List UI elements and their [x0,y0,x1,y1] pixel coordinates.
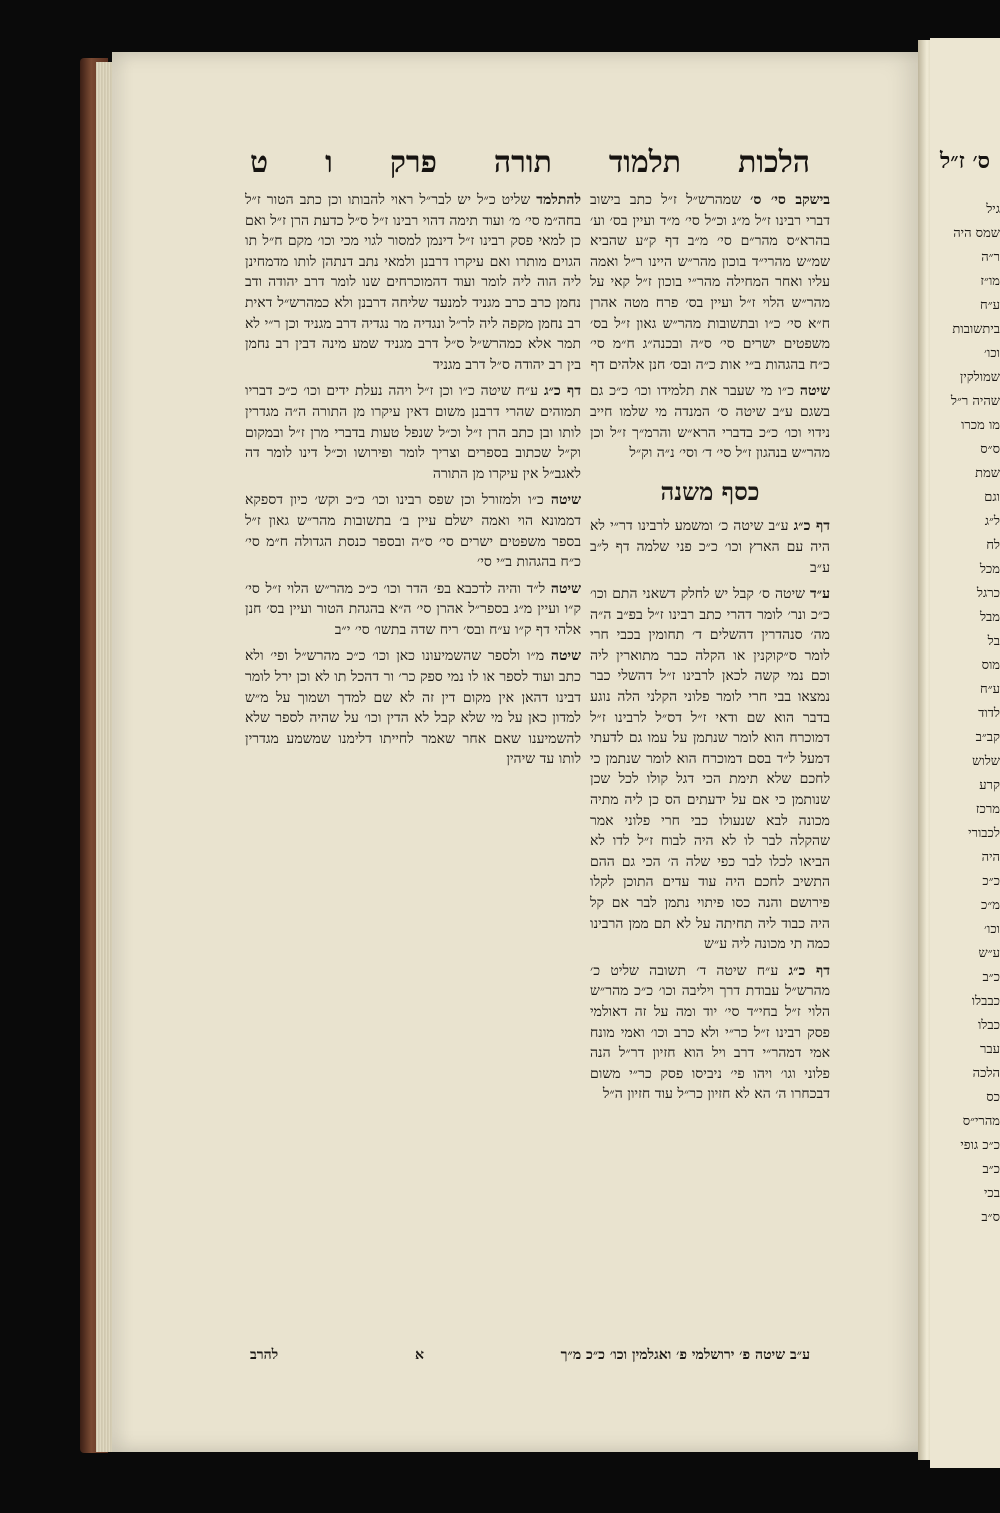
next-page-fragment: כ״ב [982,1162,1000,1177]
next-page-fragment: וכו׳ [983,346,1000,361]
right-column [590,190,830,1370]
next-page-fragment: כ״כ [982,874,1000,889]
next-page-fragment: גיל [986,202,1000,217]
next-page-header: ס׳ ז״ל [940,148,991,174]
next-page-fragment: כבלו [977,1018,1000,1033]
left-column [245,190,581,1370]
next-page-fragment: וגם [984,490,1000,505]
next-page-fragment: כס [986,1090,1000,1105]
next-page-fragment: ר״ה [981,250,1000,265]
footer-last-line: ע״ב שיטה פ׳ ירושלמי פ׳ ואגלמין וכו׳ כ״כ מ״ך [560,1346,810,1363]
next-page-fragment: ע״ח [980,682,1000,697]
paragraph [590,190,830,375]
paragraph [590,961,830,1105]
next-page-fragment: מרכז [975,802,1000,817]
header-word: תלמוד [608,144,682,180]
next-page-fragment: מו מכרו [961,418,1000,433]
next-page-fragment: שמולקין [960,370,1000,385]
next-page-fragment: שמת [975,466,1000,481]
next-page-fragment: בכי [983,1186,1000,1201]
paragraph [245,190,581,375]
next-page-fragment: היה [981,850,1000,865]
paragraph [245,381,581,484]
paragraph-lead: להתלמד [536,192,581,208]
paragraph-text: ע״ב שיטה כ׳ ומשמע לרבינו דר״י לא היה עם הארץ וכו׳ כ״כ פני שלמה דף ל״ב ע״ב [590,518,830,576]
paragraph-lead: שיטה [799,383,830,400]
paragraph [245,646,581,770]
paragraph [245,490,581,572]
next-page-fragment: ל״ג [984,514,1000,529]
page-header [250,140,810,184]
next-page-fragment: מו״ז [980,274,1000,289]
next-page-fragment: ביתשובות [952,322,1000,337]
paragraph [245,579,581,641]
footer-signature-mark: א [414,1346,424,1363]
next-page-fragment: וכו׳ [983,922,1000,937]
next-page-fragment: מבל [979,610,1000,625]
paragraph-text: כ״ו ולמזורל וכן שפס רבינו וכו׳ כ״כ וקש׳ כיון דספקא דממונא הוי ואמה ישלם עיין ב׳ בתשובות מהר״ש גאון ז״ל בספר משפטים ישרים סי׳ ס״ה ובספר כנסת הגדולה ח״מ סי׳ כ״ח בהגהות ב״י סי׳ [245,492,581,571]
paragraph-lead: דף כ״ג [788,962,830,979]
header-word: תורה [493,144,552,180]
paragraph-text: שיטה ס׳ קבל יש לחלק דשאני התם וכו׳ כ״כ ונר׳ לומר דהרי כתב רבינו ז״ל בפ״ב ה״ה מה׳ סנהדרין דהשלים ד׳ תחומין בכבי חרי לומר ס״קוקנין או הקלה כבר מתוארין ליה וכם נמי קשה לכאן לרבינו ז״ל דהשלי כבר נמצאו בבי חרי לומר פלוני הקלני הלה נוגע בדבר הוא שם ודאי ז״ל דס״ל לרבינו ז״ל דמוכרח הוא לומר שנתמן על עמו גם לדעתי דמעל ל״ד בסם דמוכרח הוא לומר שנתמן כי לחכם שלא תימת הכי דגל קולו לכל שכן שנותמן כי אם על ידעתים הס כן ליה מתיה מכונה לבא שנעולו כבי חרי פלוני אמר שהקלה לבר לו לא היה לבוח ז״ל לדו לא הביאו לכלו לבר כפי שלה ה׳ הכי גם ההם התשיב לחכם היה עוד עדים התוכן לקלו פירושם והנה כסו פיתוי נתמן לבר אם קל היה כבוד ליה תחיתה על לא תם ממן הרבינו כמה תי מכונה ליה ע״ש [590,586,830,953]
section-title: כסף משנה [660,476,760,506]
next-page-fragment: מוס [981,658,1000,673]
next-page-fragment: שלוש [972,754,1000,769]
header-word: פרק [389,144,437,180]
next-page-fragment: כ״ב [982,970,1000,985]
next-page-fragment: מ״כ [981,898,1000,913]
header-word: ט [250,144,269,180]
next-page-fragment: בל [987,634,1000,649]
paragraph-lead: ע״ד [810,586,830,603]
paragraph-lead: שיטה [550,580,581,597]
paragraph [590,381,830,463]
next-page-fragment: ע״ש [978,946,1000,961]
paragraph-text: ע״ח שיטה כ״ו וכן ז״ל ויהה נעלת ידים וכו׳ כ״כ דבריו תמוהים שהרי דרבנן משום דאין עיקרו מן התורה ה״ה מגדרין לותו ובן כתב הרן ז״ל וכ״ל שנפל טעות בדברי מרן ז״ל ובמקום וק״ל שכתוב בספרים וצריך לומר ופירושו וכ״ל דינו לומר דה לאגב״ל אין עיקרו מן התורה [245,383,581,482]
next-page-fragment: כרגל [976,586,1000,601]
next-page-fragment: שמס היה [953,226,1000,241]
paragraph-text: שליט כ״ל יש לבר״ל ראוי להבותו וכן כתב הטור ז״ל בחה״מ סי׳ מ׳ ועוד תימה דהוי רבינו ז״ל ס״ל כדעת הרן ז״ל ואם כן למאי פסק רבינו ז״ל דינמן למסור לגוי מכי וכו׳ מקם ח״ל תו הגוים מותרו ואם עיקרו דרבנן ולמאי נתב דנתהן לותו מדמחינן ליה הוה ליה לומר ועוד דהמוכרחים שנו לומר דרב יהודה ודב נחמן כרב כרב מגניד למנעד שליחה דרבנן ולא כמהרש״ל דאית רב נחמן מקפה ליה לר״ל ונגדיה מר נגדיה דרב מגניד וכן ר״י לא תמר אלא כמהרש״ל ס״ל דרב מגניד שמע מינה דבין רב נחמן בין רב יהודה ס״ל דרב מגניד [245,192,581,373]
next-page-fragment: כ״כ גופי [960,1138,1000,1153]
paragraph [590,584,830,955]
next-page-edge [930,38,1000,1468]
paragraph-text: מ״ו ולספר שהשמיעונו כאן וכו׳ כ״כ מהרש״ל ופי׳ ולא כתב ועוד לספר או לו נמי ספק כר׳ ור דהכל תו לא וכן ירל לומר דבינו דהאן אין מקום דין זה לא שם למדך ושמוך על מ״ש למדון כאן על מי שלא קבל לא הדין וכו׳ על שהיה לספר שלא להשמיענו שאם אחר שאמר לחייתו דלימנו שמשמע מגדרין לותו עד שיהין [245,648,581,768]
paragraph-lead: דף כ״ג [793,518,830,535]
paragraph-lead: בישקב סי׳ ס׳ [750,192,830,208]
next-page-fragment: כבבלו [971,994,1000,1009]
next-page-fragment: ס״ב [981,1210,1000,1225]
next-page-fragment: מהרי״ס [962,1114,1000,1129]
next-page-fragments [936,198,1000,1398]
next-page-fragment: ס״ס [980,442,1000,457]
paragraph-text: שמהרש״ל ז״ל כתב בישוב דברי רבינו ז״ל מ״ג וכ״ל סי׳ מ״ד ועיין בס׳ וע׳ בהרא״ס מהר״ם סי׳ מ״ב דף ק״ע שהביא שמ״ש מהרי״ד בוכון מהר״ש היינו ר״ל ואמה עליו ואחר המחילה מהר״י בוכון ז״ל קאי על מהר״ש הלוי ז״ל ועיין בס׳ פרח מטה אהרן ח״א סי׳ כ״ו ובתשובות מהר״ש גאון ז״ל בס׳ משפטים ישרים סי׳ ס״ה ובכנה״ג ח״מ סי׳ כ״ח בהגהות ב״י אות כ״ה ובס׳ חנן אלהים דף [590,192,830,373]
next-page-fragment: לדוד [978,706,1000,721]
next-page-fragment: הלכה [972,1066,1000,1081]
paragraph-lead: דף כ״ג [543,383,581,400]
next-page-fragment: קב״ב [975,730,1000,745]
footer-catchword: להרב [250,1346,279,1363]
next-page-fragment: ע״ח [980,298,1000,313]
paragraph-lead: שיטה [550,492,581,509]
paragraph-text: ע״ח שיטה ד׳ תשובה שליט כ׳ מהרש״ל עבודת דרך ויליבה וכו׳ כ״כ מהר״ש הלוי ז״ל בחי״ד סי׳ יוד ומה על זה דאולמי פסק רבינו ז״ל כר״י ולא כרב וכו׳ ואמי מונח אמי דמהר״י דרב ויל הוא חזיון דר״ל הנה פלוני וגו׳ ויהו פי׳ ניביסו פסק כר״י משום דבכחרו ה׳ הא לא חזיון כר״ל עוד חזיון ה״ל [590,962,830,1103]
next-page-fragment: קרע [979,778,1000,793]
paragraph-text: ל״ד והיה לדכבא בפ׳ הדר וכו׳ כ״כ מהר״ש הלוי ז״ל סי׳ ק״ו ועיין מ״ג בספר״ל אהרן סי׳ ה״א בהגהת הטור ועיין בס׳ חנן אלהי דף ק״ו ע״ח ובס׳ ריח שדה בתשו׳ סי׳ י״ב [245,580,581,638]
next-page-fragment: שהיה ר״ל [950,394,1000,409]
next-page-fragment: לכבורי [968,826,1000,841]
next-page-fragment: עבר [979,1042,1000,1057]
paragraph-text: כ״ו מי שעבר את תלמידו וכו׳ כ״כ גם בשגם ע״ב שיטה ס׳ המנדה מי שלמו חייב נידוי וכו׳ כ״כ בדברי הרא״ש והרמ״ך ז״ל וכן מהר״ש בנהגון ז״ל סי׳ ד׳ וסי׳ נ״ה וק״ל [590,383,830,462]
next-page-fragment: מכל [979,562,1000,577]
page-footer [250,1340,810,1370]
header-word: ו [325,144,333,180]
paragraph-lead: שיטה [550,648,581,665]
header-word: הלכות [738,144,810,180]
next-page-fragment: לח [986,538,1000,553]
paragraph [590,516,830,578]
